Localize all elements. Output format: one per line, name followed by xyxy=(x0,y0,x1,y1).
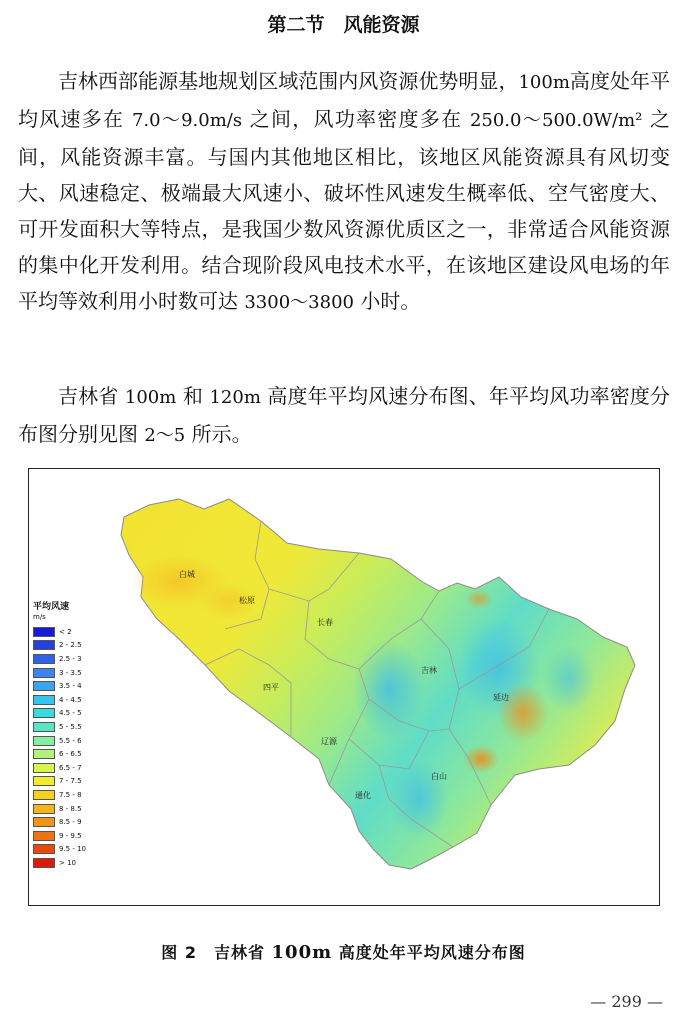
legend-label: 4 - 4.5 xyxy=(59,695,82,704)
legend-swatch xyxy=(33,804,55,814)
legend-item xyxy=(33,829,103,843)
map-legend xyxy=(33,602,103,870)
city-label-baishan: 白山 xyxy=(431,772,447,781)
legend-unit: m/s xyxy=(33,613,46,621)
legend-swatch xyxy=(33,763,55,773)
paragraph-text: 所示。 xyxy=(185,422,252,446)
legend-swatch xyxy=(33,681,55,691)
legend-swatch xyxy=(33,858,55,868)
legend-item xyxy=(33,856,103,870)
legend-title: 平均风速 xyxy=(33,602,70,612)
legend-swatch xyxy=(33,844,55,854)
legend-swatch xyxy=(33,831,55,841)
paragraph-text: 高度年平均风速分布图、年平均风功率密度分布图分别见图 xyxy=(18,384,670,446)
caption-number: 100m xyxy=(271,942,333,963)
caption-text: 高度处年平均风速分布图 xyxy=(332,943,526,962)
city-label-jilin: 吉林 xyxy=(421,666,437,675)
caption-text: 图 2 吉林省 xyxy=(161,943,272,962)
legend-item xyxy=(33,707,103,721)
paragraph-number: 3300～3800 xyxy=(244,292,354,313)
paragraph-number: 100m xyxy=(124,387,177,408)
city-label-songyuan: 松原 xyxy=(239,596,255,605)
city-label-baicheng: 白城 xyxy=(179,570,195,579)
paragraph-text: 之间，风功率密度多在 xyxy=(242,107,470,131)
legend-swatch xyxy=(33,708,55,718)
paragraph-number: 7.0～9.0m/s xyxy=(131,110,243,131)
legend-label: < 2 xyxy=(59,627,72,636)
paragraph-text: 吉林省 xyxy=(58,384,125,408)
paragraph-text: 和 xyxy=(176,384,210,408)
legend-label: 7 - 7.5 xyxy=(59,777,82,786)
legend-swatch xyxy=(33,749,55,759)
legend-swatch xyxy=(33,668,55,678)
legend-label: 5 - 5.5 xyxy=(59,722,82,731)
legend-item xyxy=(33,720,103,734)
legend-swatch xyxy=(33,817,55,827)
legend-swatch xyxy=(33,776,55,786)
legend-label: 8.5 - 9 xyxy=(59,818,82,827)
legend-item xyxy=(33,693,103,707)
city-label-liaoyuan: 辽源 xyxy=(321,737,337,746)
legend-label: 2.5 - 3 xyxy=(59,654,82,663)
city-label-yanbian: 延边 xyxy=(493,693,509,702)
paragraph-1 xyxy=(18,63,670,321)
legend-item xyxy=(33,802,103,816)
paragraph-text: 高度处年平均风速多在 xyxy=(18,69,671,131)
paragraph-text: 之间，风能资源丰富。与国内其他地区相比，该地区风能资源具有风切变大、风速稳定、极端最大风速小、破坏性风速发生概率低、空气密度大、可开发面积大等特点，是我国少数风资源优质区之一，非常适合风能资源的集中化开发利用。结合现阶段风电技术水平，在该地区建设风电场的年平均等效利用小时数可达 xyxy=(18,107,671,313)
legend-item xyxy=(33,625,103,639)
jilin-province-map xyxy=(29,469,659,905)
paragraph-2 xyxy=(18,378,670,454)
legend-label: 9 - 9.5 xyxy=(59,831,82,840)
city-label-siping: 四平 xyxy=(263,683,279,692)
legend-swatch xyxy=(33,640,55,650)
legend-item xyxy=(33,788,103,802)
legend-label: 3.5 - 4 xyxy=(59,682,82,691)
legend-item xyxy=(33,639,103,653)
legend-label: 6.5 - 7 xyxy=(59,763,82,772)
section-title: 第二节 风能资源 xyxy=(267,14,420,36)
legend-label: 3 - 3.5 xyxy=(59,668,82,677)
paragraph-text: 吉林西部能源基地规划区域范围内风资源优势明显， xyxy=(58,69,519,93)
legend-item xyxy=(33,747,103,761)
paragraph-number: 100m xyxy=(518,72,570,93)
legend-swatch xyxy=(33,722,55,732)
legend-item xyxy=(33,815,103,829)
legend-label: 6 - 6.5 xyxy=(59,750,82,759)
city-label-changchun: 长春 xyxy=(317,618,333,627)
figure-caption xyxy=(0,940,687,963)
legend-swatch xyxy=(33,654,55,664)
city-label-tonghua: 通化 xyxy=(355,791,371,800)
legend-swatch xyxy=(33,790,55,800)
paragraph-text: 小时。 xyxy=(353,289,421,313)
legend-item xyxy=(33,666,103,680)
legend-item xyxy=(33,843,103,857)
paragraph-number: 250.0～500.0W/m² xyxy=(469,110,643,131)
legend-label: 9.5 - 10 xyxy=(59,845,87,854)
legend-swatch xyxy=(33,695,55,705)
legend-swatch xyxy=(33,627,55,637)
legend-item xyxy=(33,761,103,775)
legend-item xyxy=(33,734,103,748)
legend-label: 5.5 - 6 xyxy=(59,736,82,745)
wind-speed-map-figure xyxy=(28,468,660,906)
legend-swatch xyxy=(33,736,55,746)
legend-item xyxy=(33,775,103,789)
legend-label: 7.5 - 8 xyxy=(59,790,82,799)
legend-item xyxy=(33,652,103,666)
legend-label: 2 - 2.5 xyxy=(59,641,82,650)
legend-items xyxy=(33,625,103,870)
paragraph-number: 2～5 xyxy=(144,425,186,446)
legend-label: > 10 xyxy=(59,858,76,867)
legend-item xyxy=(33,679,103,693)
paragraph-number: 120m xyxy=(209,387,261,408)
legend-label: 4.5 - 5 xyxy=(59,709,82,718)
legend-label: 8 - 8.5 xyxy=(59,804,82,813)
page-number: — 299 — xyxy=(590,992,663,1011)
